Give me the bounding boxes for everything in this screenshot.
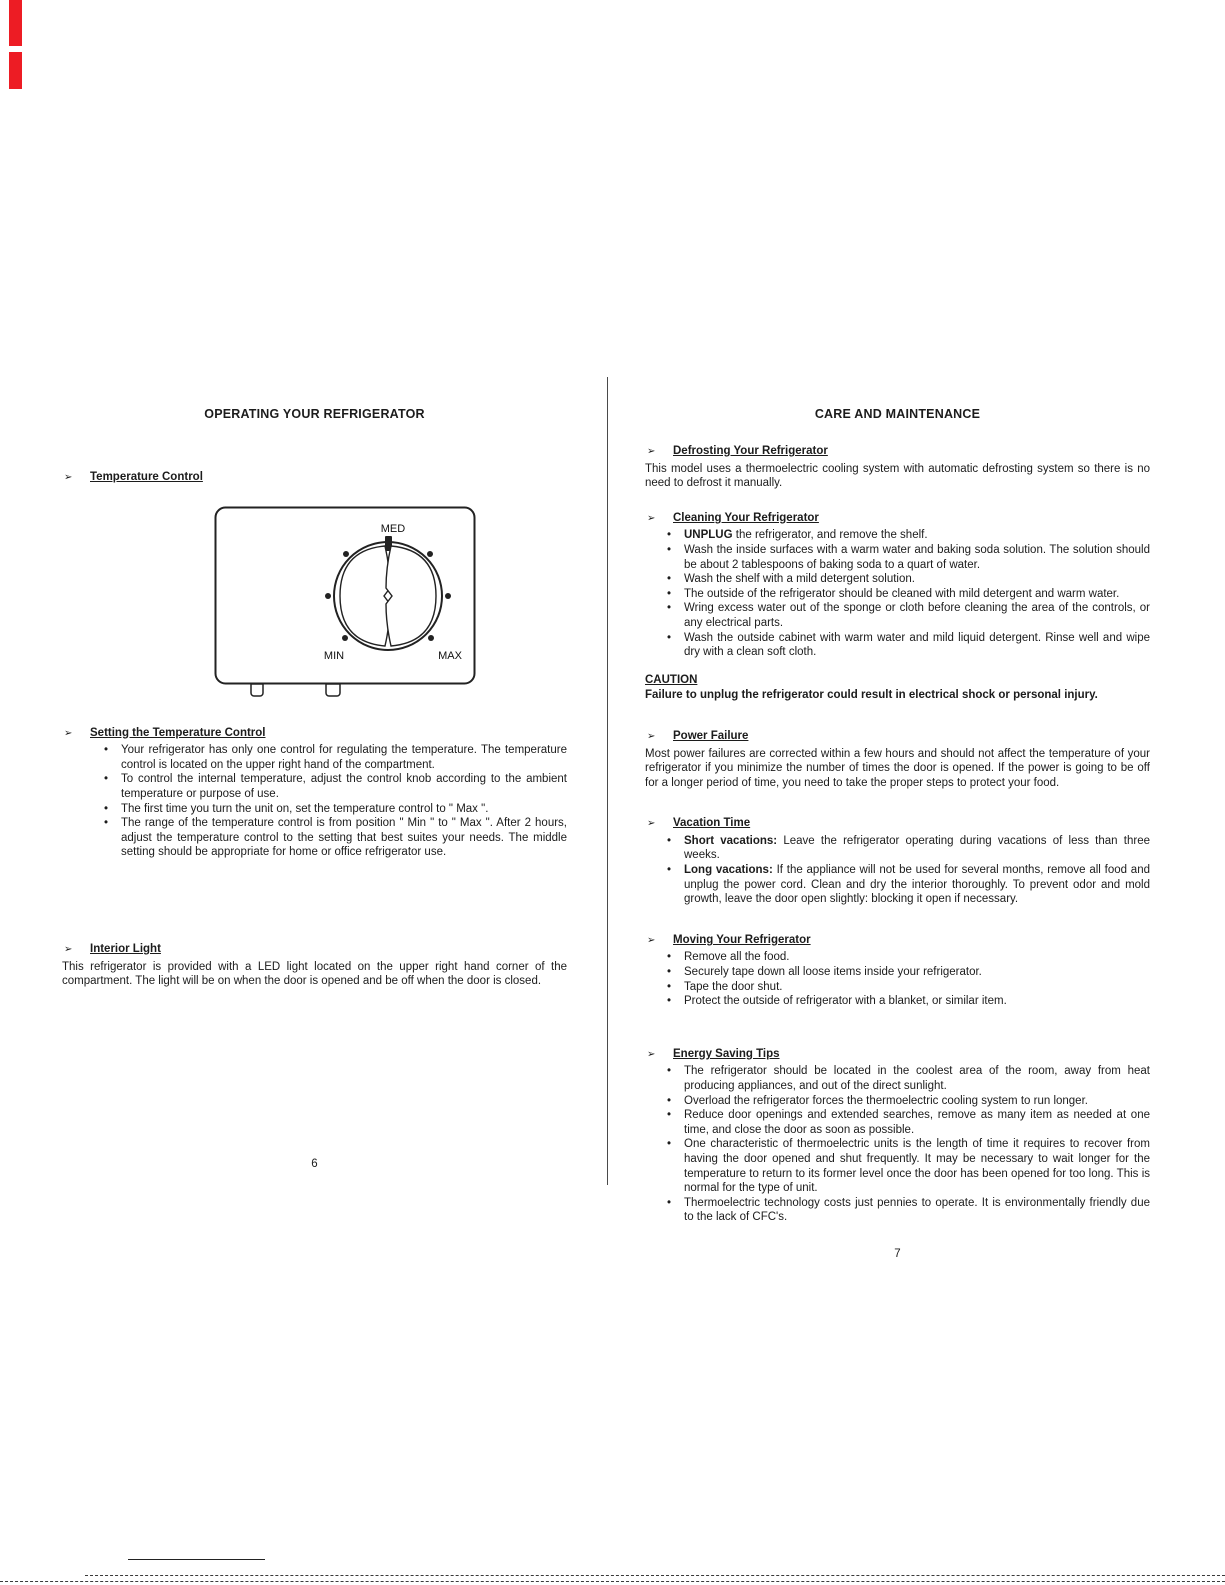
energy-bullet-list — [645, 1064, 1150, 1225]
heading-text: Interior Light — [90, 942, 161, 955]
bullet-text: Wash the outside cabinet with warm water and mild liquid detergent. Rinse well and wipe dry with a clean soft cloth. — [684, 631, 1150, 659]
heading-moving — [645, 933, 1150, 949]
bullet-text: Wring excess water out of the sponge or cloth before cleaning the area of the controls, or any electrical parts. — [684, 602, 1150, 629]
heading-text: Vacation Time — [673, 817, 751, 830]
bullet-icon: • — [667, 980, 672, 993]
bullet-text: One characteristic of thermoelectric units is the length of time it requires to recover from having the door opened and shut frequently. It may be necessary to wait longer for the temperature to return to its former level once the door has been opened for too long. This is normal for the type of unit. — [684, 1138, 1150, 1195]
bullet-icon: • — [667, 1196, 672, 1209]
bullet-text: Overload the refrigerator forces the thermoelectric cooling system to run longer. — [684, 1094, 1088, 1107]
housing-foot — [326, 684, 340, 696]
list-item — [667, 1064, 1150, 1093]
list-item — [667, 572, 1150, 587]
bullet-icon: • — [667, 573, 672, 586]
bullet-lead: Long vacations: — [684, 864, 773, 877]
heading-power-failure — [645, 729, 1150, 745]
arrow-marker-icon: ➢ — [647, 934, 656, 946]
page-number-right: 7 — [894, 1247, 901, 1260]
list-item — [104, 772, 567, 801]
heading-text: Setting the Temperature Control — [90, 726, 266, 739]
right-page — [645, 407, 1150, 1262]
list-item — [667, 863, 1150, 907]
dial-label-max: MAX — [438, 649, 462, 662]
arrow-marker-icon: ➢ — [647, 818, 656, 830]
heading-vacation-time — [645, 816, 1150, 832]
list-item — [667, 1196, 1150, 1225]
dial-label-min: MIN — [323, 649, 345, 662]
heading-setting-temperature-control — [62, 726, 567, 742]
list-item — [667, 834, 1150, 863]
scan-artifact-red-mark — [9, 0, 22, 46]
power-failure-body: Most power failures are corrected within a few hours and should not affect the temperature of your refrigerator if you minimize the number of times the door is opened. If the power is going to be off for a longer period of time, you need to take the proper steps to protect your food. — [645, 747, 1150, 789]
bullet-text: Your refrigerator has only one control for regulating the temperature. The temperature control is located on the upper right hand of the compartment. — [121, 744, 567, 771]
bullet-text: To control the internal temperature, adjust the control knob according to the ambient temperature or purpose of use. — [121, 773, 567, 800]
arrow-marker-icon: ➢ — [64, 943, 73, 955]
bullet-lead: Short vacations: — [684, 834, 778, 847]
bullet-text: Wash the shelf with a mild detergent solution. — [684, 573, 915, 586]
heading-text: CAUTION — [645, 673, 698, 686]
heading-caution — [645, 673, 1150, 688]
bullet-text: Wash the inside surfaces with a warm water and baking soda solution. The solution should be about 2 tablespoons of baking soda to a quart of water. — [684, 543, 1150, 571]
bullet-text: Thermoelectric technology costs just pennies to operate. It is environmentally friendly due to the lack of CFC's. — [684, 1196, 1150, 1224]
dial-label-med: MED — [380, 522, 406, 535]
heading-cleaning — [645, 511, 1150, 527]
arrow-marker-icon: ➢ — [64, 472, 73, 483]
page-divider-line — [607, 377, 608, 1185]
bullet-icon: • — [667, 1094, 672, 1107]
dial-tick-dot — [342, 635, 348, 641]
heading-defrosting — [645, 444, 1150, 460]
scan-artifact-solid-line — [128, 1559, 265, 1560]
bullet-icon: • — [667, 995, 672, 1008]
bullet-text: Securely tape down all loose items inside your refrigerator. — [684, 966, 982, 979]
bullet-icon: • — [667, 1109, 672, 1122]
bullet-lead: UNPLUG — [684, 529, 733, 542]
heading-text: Cleaning Your Refrigerator — [673, 511, 819, 524]
list-item — [667, 601, 1150, 630]
list-item — [667, 631, 1150, 660]
list-item — [667, 1094, 1150, 1109]
housing-foot — [251, 684, 263, 696]
list-item — [104, 802, 567, 817]
list-item — [667, 950, 1150, 965]
list-item — [667, 994, 1150, 1009]
dial-tick-dot — [325, 593, 331, 599]
bullet-icon: • — [667, 1065, 672, 1078]
list-item — [667, 543, 1150, 572]
vacation-bullet-list — [645, 834, 1150, 907]
arrow-marker-icon: ➢ — [647, 730, 656, 742]
bullet-icon: • — [667, 966, 672, 979]
heading-temperature-control — [62, 470, 567, 486]
list-item — [667, 528, 1150, 543]
bullet-text: Protect the outside of refrigerator with a blanket, or similar item. — [684, 995, 1007, 1008]
bullet-icon: • — [104, 773, 109, 786]
moving-bullet-list — [645, 950, 1150, 1008]
heading-text: Defrosting Your Refrigerator — [673, 445, 828, 457]
dial-tick-dot — [445, 593, 451, 599]
bullet-icon: • — [667, 1138, 672, 1151]
bullet-text: Tape the door shut. — [684, 980, 783, 993]
bullet-text: The outside of the refrigerator should be cleaned with mild detergent and warm water. — [684, 587, 1120, 600]
bullet-text: the refrigerator, and remove the shelf. — [732, 529, 928, 542]
list-item — [104, 816, 567, 860]
dial-tick-dot — [427, 551, 433, 557]
heading-text: Temperature Control — [90, 471, 203, 483]
left-page — [62, 407, 567, 1171]
bullet-icon: • — [667, 587, 672, 600]
list-item — [104, 743, 567, 772]
page-number-left: 6 — [311, 1157, 318, 1170]
arrow-marker-icon: ➢ — [647, 512, 656, 524]
list-item — [667, 980, 1150, 995]
scan-artifact-dashed-line — [0, 1581, 1225, 1582]
bullet-icon: • — [667, 543, 672, 556]
heading-text: Energy Saving Tips — [673, 1047, 780, 1060]
left-page-title: OPERATING YOUR REFRIGERATOR — [204, 407, 425, 421]
scan-artifact-red-mark — [9, 52, 22, 89]
caution-body: Failure to unplug the refrigerator could result in electrical shock or personal injury. — [645, 689, 1098, 702]
bullet-text: The range of the temperature control is from position " Min " to " Max ". After 2 hours, adjust the temperature control to the setting that best suites your needs. The middle setting should be appropriate for home or office refrigerator use. — [121, 817, 567, 859]
bullet-icon: • — [667, 631, 672, 644]
list-item — [667, 1108, 1150, 1137]
bullet-icon: • — [667, 602, 672, 615]
list-item — [667, 1137, 1150, 1195]
heading-interior-light — [62, 942, 567, 958]
bullet-text: The refrigerator should be located in the coolest area of the room, away from heat producing appliances, and out of the direct sunlight. — [684, 1065, 1150, 1092]
list-item — [667, 587, 1150, 602]
arrow-marker-icon: ➢ — [647, 446, 656, 457]
interior-light-body: This refrigerator is provided with a LED light located on the upper right hand corner of the compartment. The light will be on when the door is opened and be off when the door is closed. — [62, 960, 567, 988]
bullet-text: The first time you turn the unit on, set the temperature control to " Max ". — [121, 802, 489, 815]
arrow-marker-icon: ➢ — [64, 727, 73, 739]
bullet-text: Reduce door openings and extended searches, remove as many item as needed at one time, and close the door as soon as possible. — [684, 1109, 1150, 1136]
defrosting-body: This model uses a thermoelectric cooling system with automatic defrosting system so there is no need to defrost it manually. — [645, 462, 1150, 490]
list-item — [667, 965, 1150, 980]
bullet-text: If the appliance will not be used for several months, remove all food and unplug the power cord. Clean and dry the interior thoroughly. To prevent odor and mold growth, leave the door open slightly: blocking it open if necessary. — [684, 864, 1150, 906]
bullet-icon: • — [104, 802, 109, 815]
bullet-text: Leave the refrigerator operating during vacations of less than three weeks. — [684, 834, 1150, 862]
temperature-dial-diagram — [214, 506, 476, 704]
setting-bullet-list — [62, 743, 567, 860]
arrow-marker-icon: ➢ — [647, 1048, 656, 1060]
bullet-icon: • — [667, 834, 672, 847]
bullet-icon: • — [667, 864, 672, 877]
dial-tick-dot — [428, 635, 434, 641]
bullet-icon: • — [104, 817, 109, 830]
heading-energy-saving — [645, 1047, 1150, 1063]
bullet-icon: • — [104, 744, 109, 757]
bullet-text: Remove all the food. — [684, 951, 790, 964]
heading-text: Power Failure — [673, 729, 749, 742]
bullet-icon: • — [667, 951, 672, 964]
dial-tick-dot — [343, 551, 349, 557]
scan-artifact-dashed-line — [85, 1575, 1225, 1576]
cleaning-bullet-list — [645, 528, 1150, 659]
heading-text: Moving Your Refrigerator — [673, 933, 811, 946]
right-page-title: CARE AND MAINTENANCE — [814, 407, 981, 421]
bullet-icon: • — [667, 529, 672, 542]
